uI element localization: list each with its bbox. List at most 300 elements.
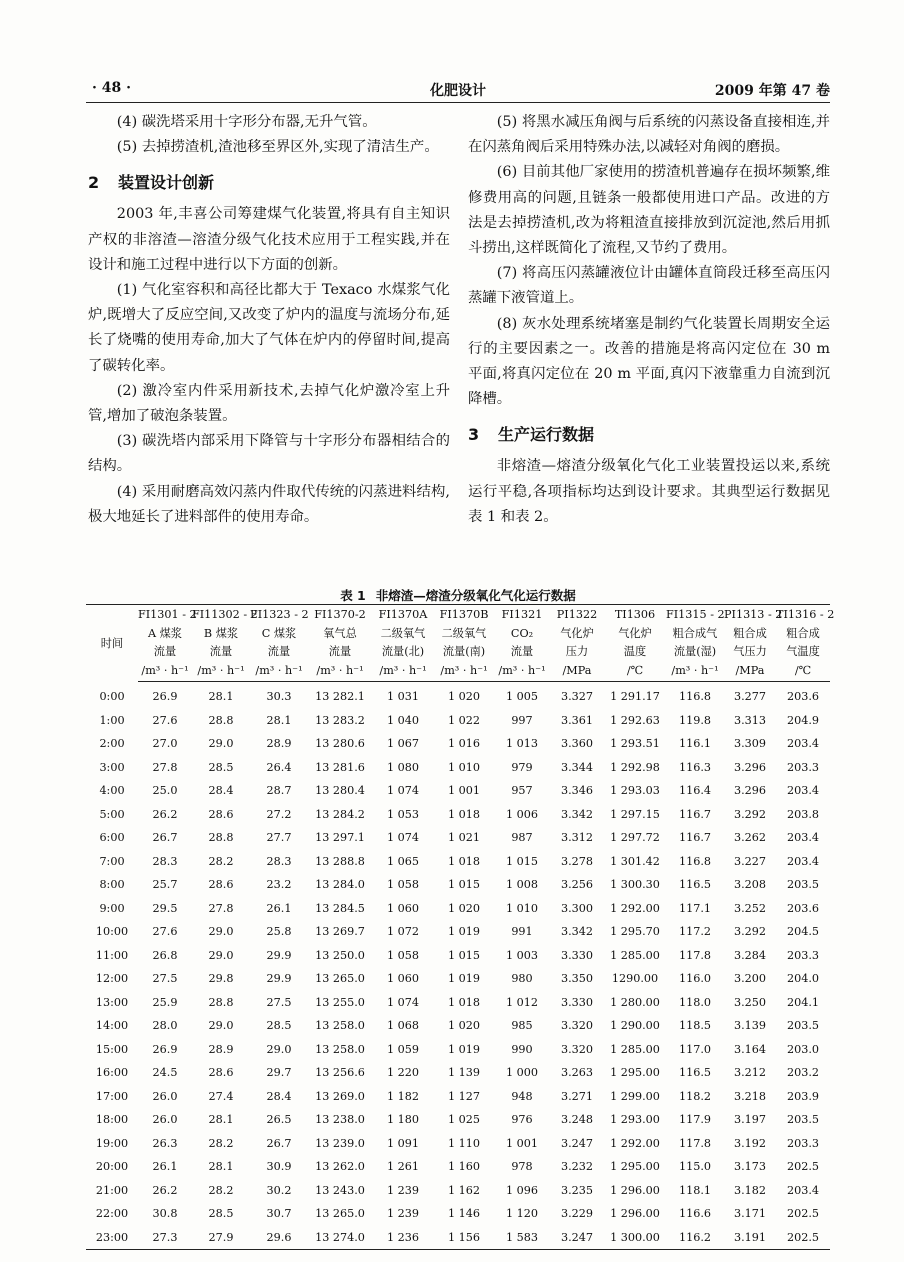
table-header-cell: FI1321 <box>501 608 543 621</box>
page-number: · 48 · <box>92 80 131 96</box>
paragraph: (5) 去掉捞渣机,渣池移至界区外,实现了清洁生产。 <box>116 139 439 156</box>
table-cell: 117.2 <box>678 925 712 939</box>
table-cell: 28.3 <box>152 854 178 868</box>
table-cell: 117.8 <box>678 948 712 962</box>
table-cell: 1 018 <box>447 995 481 1009</box>
table-cell: 24.5 <box>152 1066 178 1080</box>
table-header-time: 时间 <box>100 636 124 650</box>
table-cell: 13 243.0 <box>315 1183 365 1197</box>
table-header-cell: TI1316 - 2 <box>776 608 835 621</box>
table-row <box>86 709 830 733</box>
table-cell: 118.1 <box>678 1183 712 1197</box>
table-cell: 115.0 <box>678 1160 712 1174</box>
table-cell: 13 280.6 <box>315 737 365 751</box>
table-cell: 202.5 <box>786 1207 820 1221</box>
table-header-cell: 粗合成气 <box>672 626 718 640</box>
table-cell: 28.4 <box>208 784 234 798</box>
table-cell: 1 291.17 <box>610 690 660 704</box>
table-cell: 1 297.15 <box>610 807 660 821</box>
table-cell: 204.1 <box>786 995 820 1009</box>
paragraph: (5) 将黑水减压角阀与后系统的闪蒸设备直接相连,并在闪蒸角阀后采用特殊办法,以减轻对角阀的磨损。 <box>468 114 830 156</box>
table-cell: 1 110 <box>447 1136 481 1150</box>
table-cell: 26.7 <box>266 1136 292 1150</box>
table-cell: 26.3 <box>152 1136 178 1150</box>
table-header-row <box>86 625 830 644</box>
paragraph: (3) 碳洗塔内部采用下降管与十字形分布器相结合的结构。 <box>88 433 450 475</box>
table-cell: 1 072 <box>386 925 420 939</box>
table-cell: 26.9 <box>152 690 178 704</box>
table-cell: 26.7 <box>152 831 178 845</box>
table-cell: 3.344 <box>560 760 594 774</box>
table-cell: 1 040 <box>386 713 420 727</box>
table-cell: 1 239 <box>386 1183 420 1197</box>
table-cell: 28.2 <box>208 1136 234 1150</box>
table-cell: 202.5 <box>786 1160 820 1174</box>
table-header-cell: /m³ · h⁻¹ <box>138 662 192 682</box>
table-header-cell: 流量 <box>153 645 177 658</box>
table-cell: 979 <box>511 760 533 774</box>
table-header-cell: /℃ <box>776 662 830 682</box>
table-cell: 1 293.00 <box>610 1113 660 1127</box>
table-cell: 116.1 <box>678 737 712 751</box>
table-header-cell: 流量(北) <box>381 645 425 658</box>
table-row <box>86 1155 830 1179</box>
table-cell: 26.2 <box>152 1183 178 1197</box>
table-cell: 28.1 <box>266 713 292 727</box>
table-cell: 28.6 <box>208 878 234 892</box>
table-header-cell: /m³ · h⁻¹ <box>192 662 250 682</box>
table-cell: 1 001 <box>505 1136 539 1150</box>
table-row <box>86 1226 830 1250</box>
table-header-cell: /m³ · h⁻¹ <box>494 662 550 682</box>
table-cell: 957 <box>511 784 533 798</box>
table-cell: 3.361 <box>560 713 594 727</box>
paragraph: (1) 气化室容积和高径比都大于 Texaco 水煤浆气化炉,既增大了反应空间,又改变了炉内的温度与流场分布,延长了烧嘴的使用寿命,加大了气体在炉内的停留时间,提高了碳转化率。 <box>88 282 450 374</box>
table-cell: 3.313 <box>733 713 767 727</box>
table-cell: 3.312 <box>560 831 594 845</box>
paragraph: 非熔渣—熔渣分级氧化气化工业装置投运以来,系统运行平稳,各项指标均达到设计要求。其典型运行数据见表 1 和表 2。 <box>468 458 830 525</box>
table-cell: 203.6 <box>786 690 820 704</box>
table-cell: 25.7 <box>152 878 178 892</box>
table-cell: 29.5 <box>152 901 178 915</box>
table-cell: 28.0 <box>152 1019 178 1033</box>
table-header-cell: FI11302 - 2 <box>192 608 258 621</box>
table-cell: 980 <box>511 972 533 986</box>
table-cell: 1 074 <box>386 995 420 1009</box>
table-cell: 203.2 <box>786 1066 820 1080</box>
table-header-cell: 流量 <box>267 645 291 658</box>
table-cell: 3.250 <box>733 995 767 1009</box>
table-cell: 204.5 <box>786 925 820 939</box>
table-cell: 1 295.00 <box>610 1066 660 1080</box>
table-cell: 1 080 <box>386 760 420 774</box>
table-row <box>86 873 830 897</box>
table-cell-time: 5:00 <box>99 807 125 821</box>
table-cell-time: 1:00 <box>99 713 125 727</box>
section-heading <box>468 422 830 448</box>
table-cell: 25.0 <box>152 784 178 798</box>
table-cell: 3.212 <box>733 1066 767 1080</box>
table-cell: 116.8 <box>678 854 712 868</box>
table-cell: 1 120 <box>505 1207 539 1221</box>
table-cell: 1 016 <box>447 737 481 751</box>
table-cell: 3.200 <box>733 972 767 986</box>
table-cell: 28.5 <box>208 760 234 774</box>
table-cell: 1 053 <box>386 807 420 821</box>
table-cell: 203.4 <box>786 737 820 751</box>
table-cell: 1 300.00 <box>604 1226 666 1250</box>
table-header-cell: 气化炉 <box>618 626 652 640</box>
table-header-row <box>86 643 830 662</box>
table-cell: 13 282.1 <box>315 690 365 704</box>
table-cell: 1 285.00 <box>610 1042 660 1056</box>
table-row <box>86 682 830 709</box>
table-cell: 3.247 <box>560 1136 594 1150</box>
table-cell: 117.0 <box>678 1042 712 1056</box>
table-header-cell: 气化炉 <box>560 626 594 640</box>
table-cell: 28.6 <box>208 807 234 821</box>
table-header-cell: PI1322 <box>556 608 598 621</box>
table-header-cell: /MPa <box>550 662 604 682</box>
table-cell: 13 239.0 <box>315 1136 365 1150</box>
table-header-cell: /℃ <box>604 662 666 682</box>
table-cell: 28.9 <box>208 1042 234 1056</box>
table-cell: 13 284.2 <box>315 807 365 821</box>
table-row <box>86 920 830 944</box>
table-cell: 13 274.0 <box>308 1226 372 1250</box>
table-cell: 1 293.03 <box>610 784 660 798</box>
table-cell: 117.1 <box>678 901 712 915</box>
table-cell-time: 2:00 <box>99 737 125 751</box>
table-cell: 13 265.0 <box>315 972 365 986</box>
table-header-row <box>86 604 830 625</box>
paragraph: (6) 目前其他厂家使用的捞渣机普遍存在损坏频繁,维修费用高的问题,且链条一般都使用进口产品。改进的方法是去掉捞渣机,改为将粗渣直接排放到沉淀池,然后用抓斗捞出,这样既简化了流程,又节约了费用。 <box>468 164 830 257</box>
table-cell: 3.284 <box>733 948 767 962</box>
table-cell: 1 236 <box>372 1226 434 1250</box>
table-cell: 997 <box>511 713 533 727</box>
table-cell: 27.8 <box>152 760 178 774</box>
table-cell: 28.7 <box>266 784 292 798</box>
table-row <box>86 897 830 921</box>
table-cell-time: 16:00 <box>95 1066 129 1080</box>
table-cell: 28.2 <box>208 854 234 868</box>
table-header-cell: 氧气总 <box>323 626 357 640</box>
table-cell: 1 058 <box>386 878 420 892</box>
table-cell-time: 4:00 <box>99 784 125 798</box>
table-cell: 3.229 <box>560 1207 594 1221</box>
table-cell: 13 283.2 <box>315 713 365 727</box>
paragraph: (2) 激冷室内件采用新技术,去掉气化炉激冷室上升管,增加了破泡条装置。 <box>88 382 450 425</box>
table-cell: 3.192 <box>733 1136 767 1150</box>
table-title: 非熔渣—熔渣分级氧化气化运行数据 <box>375 588 576 603</box>
table-row <box>86 1085 830 1109</box>
table-cell-time: 15:00 <box>95 1042 129 1056</box>
table-cell: 1 292.63 <box>610 713 660 727</box>
table-cell: 13 284.5 <box>315 901 365 915</box>
table-cell: 1 018 <box>447 854 481 868</box>
table-header-cell: /MPa <box>724 662 776 682</box>
table-cell: 27.8 <box>208 901 234 915</box>
table-cell: 3.247 <box>550 1226 604 1250</box>
table-header-cell: TI1306 <box>614 608 656 621</box>
table-cell: 27.7 <box>266 831 292 845</box>
right-column <box>468 110 830 530</box>
table-cell: 1 058 <box>386 948 420 962</box>
table-cell: 203.4 <box>786 1183 820 1197</box>
table-row <box>86 1061 830 1085</box>
table-cell: 1 019 <box>447 972 481 986</box>
table-cell: 1 091 <box>386 1136 420 1150</box>
table-cell-time: 9:00 <box>99 901 125 915</box>
table-cell: 1 300.30 <box>610 878 660 892</box>
table-cell-time: 22:00 <box>95 1207 129 1221</box>
table-cell: 3.218 <box>733 1089 767 1103</box>
table-cell-time: 23:00 <box>86 1226 138 1250</box>
table-header-cell: C 煤浆 <box>261 626 297 640</box>
table-cell: 1 020 <box>447 901 481 915</box>
table-cell: 117.8 <box>678 1136 712 1150</box>
table-cell: 29.9 <box>266 972 292 986</box>
table-cell-time: 7:00 <box>99 854 125 868</box>
table-cell: 1290.00 <box>611 972 659 986</box>
table-cell: 13 265.0 <box>315 1207 365 1221</box>
table-header-cell: 流量 <box>510 645 534 658</box>
table-cell: 29.0 <box>208 925 234 939</box>
section-title: 装置设计创新 <box>118 173 215 193</box>
table-cell: 3.171 <box>733 1207 767 1221</box>
table-cell: 118.5 <box>678 1019 712 1033</box>
table-cell: 1 025 <box>447 1113 481 1127</box>
table-cell: 1 010 <box>505 901 539 915</box>
table-header-cell: /m³ · h⁻¹ <box>434 662 494 682</box>
table-cell: 26.4 <box>266 760 292 774</box>
table-cell: 13 284.0 <box>315 878 365 892</box>
table-cell-time: 18:00 <box>95 1113 129 1127</box>
table-cell: 1 001 <box>447 784 481 798</box>
table-cell: 3.235 <box>560 1183 594 1197</box>
table-cell: 26.1 <box>266 901 292 915</box>
table-cell: 26.0 <box>152 1113 178 1127</box>
table-cell-time: 11:00 <box>95 948 129 962</box>
table-cell: 1 021 <box>447 831 481 845</box>
table-cell: 26.2 <box>152 807 178 821</box>
table-cell: 3.330 <box>560 995 594 1009</box>
table-cell-time: 8:00 <box>99 878 125 892</box>
table-cell: 13 262.0 <box>315 1160 365 1174</box>
table-cell: 116.4 <box>678 784 712 798</box>
table-cell: 3.296 <box>733 784 767 798</box>
table-cell: 1 020 <box>447 690 481 704</box>
table-cell: 28.8 <box>208 995 234 1009</box>
table-cell: 3.309 <box>733 737 767 751</box>
table-cell: 1 285.00 <box>610 948 660 962</box>
table-cell: 3.208 <box>733 878 767 892</box>
table-cell: 116.2 <box>666 1226 724 1250</box>
table-cell: 203.4 <box>786 831 820 845</box>
table-header-cell: /m³ · h⁻¹ <box>250 662 308 682</box>
table-cell: 27.6 <box>152 713 178 727</box>
table-cell: 3.173 <box>733 1160 767 1174</box>
table-cell: 27.4 <box>208 1089 234 1103</box>
table-cell: 28.9 <box>266 737 292 751</box>
table-cell: 116.8 <box>678 690 712 704</box>
table-cell: 1 127 <box>447 1089 481 1103</box>
table-header-cell: /m³ · h⁻¹ <box>308 662 372 682</box>
table-cell: 948 <box>511 1089 533 1103</box>
table-cell: 1 000 <box>505 1066 539 1080</box>
table-cell: 3.346 <box>560 784 594 798</box>
table-cell: 1 074 <box>386 784 420 798</box>
table-cell: 3.296 <box>733 760 767 774</box>
table-header-cell: FI1301 - 2 <box>138 608 197 621</box>
table-row <box>86 1132 830 1156</box>
table-cell: 28.4 <box>266 1089 292 1103</box>
table-cell: 30.2 <box>266 1183 292 1197</box>
table-cell: 28.2 <box>208 1183 234 1197</box>
paragraph: (8) 灰水处理系统堵塞是制约气化装置长周期安全运行的主要因素之一。改善的措施是将高闪定位在 30 m 平面,将真闪定位在 20 m 平面,真闪下液靠重力自流到沉降槽。 <box>468 315 830 408</box>
table-cell: 1 012 <box>505 995 539 1009</box>
table-cell: 203.4 <box>786 854 820 868</box>
table-cell: 3.320 <box>560 1042 594 1056</box>
table-cell: 3.164 <box>733 1042 767 1056</box>
table-cell: 30.9 <box>266 1160 292 1174</box>
table-cell: 3.342 <box>560 807 594 821</box>
table-cell: 3.330 <box>560 948 594 962</box>
table-cell: 1 296.00 <box>610 1183 660 1197</box>
table-cell: 1 059 <box>386 1042 420 1056</box>
table-cell-time: 10:00 <box>95 925 129 939</box>
table-header-cell: 二级氧气 <box>441 626 487 640</box>
table-row <box>86 779 830 803</box>
table-cell: 203.5 <box>786 1113 820 1127</box>
table-cell: 13 258.0 <box>315 1019 365 1033</box>
table-cell: 3.182 <box>733 1183 767 1197</box>
table-cell: 1 292.00 <box>610 901 660 915</box>
table-cell: 1 022 <box>447 713 481 727</box>
table-cell: 203.4 <box>786 784 820 798</box>
table-cell-time: 12:00 <box>95 972 129 986</box>
table-cell: 13 255.0 <box>315 995 365 1009</box>
table-row <box>86 944 830 968</box>
table-cell: 27.2 <box>266 807 292 821</box>
table-header-cell: CO₂ <box>510 626 534 640</box>
table-cell: 1 180 <box>386 1113 420 1127</box>
table-cell: 1 060 <box>386 901 420 915</box>
table-cell: 1 060 <box>386 972 420 986</box>
table-cell: 1 299.00 <box>610 1089 660 1103</box>
table-cell: 1 146 <box>447 1207 481 1221</box>
table-cell: 1 020 <box>447 1019 481 1033</box>
table-cell: 26.9 <box>152 1042 178 1056</box>
table-cell: 116.5 <box>678 1066 712 1080</box>
table-cell: 13 256.6 <box>315 1066 365 1080</box>
table-header-cell: 气压力 <box>733 645 767 658</box>
table-header-cell: FI1370B <box>439 608 489 621</box>
paragraph: (7) 将高压闪蒸罐液位计由罐体直筒段迁移至高压闪蒸罐下液管道上。 <box>468 265 830 307</box>
table-cell: 116.7 <box>678 831 712 845</box>
table-header-row <box>86 662 830 682</box>
table-cell: 30.3 <box>266 690 292 704</box>
table-row <box>86 1014 830 1038</box>
table-cell: 1 010 <box>447 760 481 774</box>
table-cell-time: 17:00 <box>95 1089 129 1103</box>
table-cell-time: 14:00 <box>95 1019 129 1033</box>
table-cell: 1 096 <box>505 1183 539 1197</box>
table-cell: 203.5 <box>786 878 820 892</box>
table-cell: 116.7 <box>678 807 712 821</box>
data-table <box>86 604 835 1250</box>
table-cell-time: 13:00 <box>95 995 129 1009</box>
table-cell-time: 19:00 <box>95 1136 129 1150</box>
table-header-cell: FI1315 - 2 <box>666 608 725 621</box>
section-number: 3 <box>468 425 480 445</box>
table-header-cell: B 煤浆 <box>203 626 239 640</box>
table-row <box>86 991 830 1015</box>
table-cell: 985 <box>511 1019 533 1033</box>
header-rule <box>86 102 830 103</box>
table-cell: 3.292 <box>733 925 767 939</box>
table-cell: 29.0 <box>266 1042 292 1056</box>
table-header-cell: 粗合成 <box>733 626 767 640</box>
table-cell: 27.3 <box>138 1226 192 1250</box>
table-cell: 1 008 <box>505 878 539 892</box>
table-cell: 3.139 <box>733 1019 767 1033</box>
table-cell: 13 269.0 <box>315 1089 365 1103</box>
table-cell: 117.9 <box>678 1113 712 1127</box>
table-cell: 3.263 <box>560 1066 594 1080</box>
table-cell: 13 250.0 <box>315 948 365 962</box>
table-cell: 203.3 <box>786 948 820 962</box>
table-header-cell: FI1323 - 2 <box>250 608 309 621</box>
table-cell: 3.350 <box>560 972 594 986</box>
table-cell: 13 258.0 <box>315 1042 365 1056</box>
table-cell: 1 015 <box>447 948 481 962</box>
table-cell: 1 031 <box>386 690 420 704</box>
table-cell: 203.3 <box>786 1136 820 1150</box>
table-cell: 28.5 <box>266 1019 292 1033</box>
table-cell: 203.8 <box>786 807 820 821</box>
table-cell: 30.7 <box>266 1207 292 1221</box>
section-number: 2 <box>88 173 100 193</box>
table-cell: 28.3 <box>266 854 292 868</box>
table-cell: 1 015 <box>447 878 481 892</box>
table-cell: 30.8 <box>152 1207 178 1221</box>
table-cell: 1 067 <box>386 737 420 751</box>
table-cell-time: 3:00 <box>99 760 125 774</box>
table-cell: 3.227 <box>733 854 767 868</box>
table-cell: 3.300 <box>560 901 594 915</box>
table-cell: 27.9 <box>192 1226 250 1250</box>
table-cell-time: 0:00 <box>99 690 125 703</box>
table-cell: 29.0 <box>208 1019 234 1033</box>
table-cell: 1 074 <box>386 831 420 845</box>
table-number: 表 1 <box>340 588 366 603</box>
table-cell: 203.9 <box>786 1089 820 1103</box>
table-cell: 203.5 <box>786 1019 820 1033</box>
table-cell: 28.8 <box>208 713 234 727</box>
table-cell: 1 293.51 <box>610 737 660 751</box>
table-cell: 1 261 <box>386 1160 420 1174</box>
table-cell: 13 281.6 <box>315 760 365 774</box>
table-cell: 204.0 <box>786 972 820 986</box>
table-cell: 23.2 <box>266 878 292 892</box>
table-header-cell: FI1370A <box>378 608 428 621</box>
table-cell: 991 <box>511 925 533 939</box>
table-row <box>86 756 830 780</box>
section-heading <box>88 170 450 196</box>
table-header-cell: FI1370-2 <box>314 608 366 621</box>
table-cell: 1 019 <box>447 1042 481 1056</box>
